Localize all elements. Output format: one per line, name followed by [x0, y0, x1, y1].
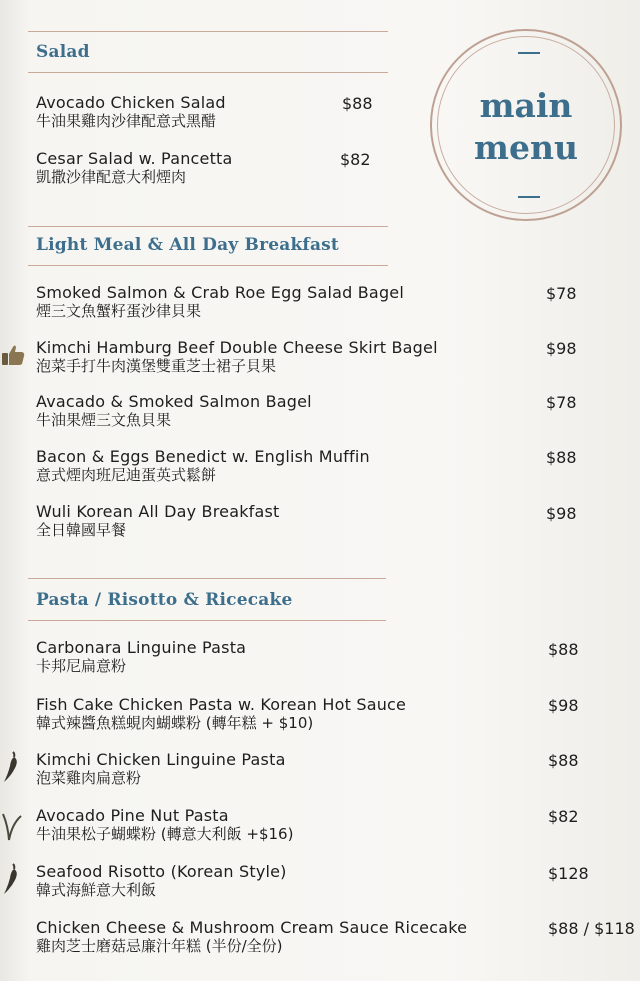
menu-item [36, 918, 467, 956]
item-name-en: Carbonara Linguine Pasta [36, 638, 247, 657]
item-name-zh: 牛油果煙三文魚貝果 [36, 411, 172, 429]
item-name-en: Wuli Korean All Day Breakfast [36, 502, 280, 521]
menu-item [36, 447, 370, 485]
section-title-light-meal: Light Meal & All Day Breakfast [36, 235, 339, 255]
logo-text-menu: menu [474, 128, 578, 167]
item-price: $78 [546, 284, 577, 303]
pasta-top-rule [28, 578, 386, 579]
menu-item [36, 638, 246, 676]
item-name-en: Kimchi Chicken Linguine Pasta [36, 750, 286, 769]
item-name-zh: 牛油果雞肉沙律配意式黑醋 [36, 112, 217, 130]
section-title-salad: Salad [36, 42, 90, 62]
item-price: $78 [546, 393, 577, 412]
menu-item [36, 338, 438, 376]
item-name-zh: 煙三文魚蟹籽蛋沙律貝果 [36, 302, 202, 320]
item-price: $88 [548, 751, 579, 770]
item-name-en: Avocado Pine Nut Pasta [36, 806, 229, 825]
menu-item [36, 149, 233, 187]
menu-item [36, 392, 312, 430]
item-name-en: Cesar Salad w. Pancetta [36, 149, 233, 168]
menu-item [36, 93, 226, 131]
menu-item [36, 283, 404, 321]
pasta-bottom-rule [28, 620, 386, 621]
item-name-en: Smoked Salmon & Crab Roe Egg Salad Bagel [36, 283, 404, 302]
chili-pepper-icon [0, 862, 22, 896]
item-name-zh: 凱撒沙律配意大利煙肉 [36, 168, 187, 186]
item-name-zh: 泡菜手打牛肉漢堡雙重芝士裙子貝果 [36, 357, 277, 375]
item-name-zh: 牛油果松子蝴蝶粉 (轉意大利飯 +$16) [36, 825, 294, 843]
item-name-en: Seafood Risotto (Korean Style) [36, 862, 287, 881]
salad-top-rule [28, 31, 388, 32]
item-name-zh: 泡菜雞肉扁意粉 [36, 769, 142, 787]
item-price: $98 [548, 696, 579, 715]
menu-item [36, 806, 293, 844]
item-name-zh: 全日韓國早餐 [36, 521, 127, 539]
menu-item [36, 502, 280, 540]
item-price: $88 [548, 640, 579, 659]
menu-item [36, 695, 406, 733]
item-price: $128 [548, 864, 589, 883]
main-menu-logo [430, 29, 622, 221]
thumbs-up-icon [0, 343, 26, 367]
item-price: $98 [546, 339, 577, 358]
vegetarian-leaf-icon [0, 810, 24, 844]
item-name-zh: 韓式海鮮意大利飯 [36, 881, 157, 899]
section-title-pasta: Pasta / Risotto & Ricecake [36, 590, 293, 610]
logo-text-main: main [479, 86, 573, 125]
item-name-en: Chicken Cheese & Mushroom Cream Sauce Ricecake [36, 918, 468, 937]
menu-item [36, 862, 287, 900]
item-price: $98 [546, 504, 577, 523]
light-meal-bottom-rule [28, 265, 388, 266]
item-name-zh: 韓式辣醬魚糕蜆肉蝴蝶粉 (轉年糕 + $10) [36, 714, 314, 732]
item-price: $88 [546, 448, 577, 467]
item-name-en: Kimchi Hamburg Beef Double Cheese Skirt Bagel [36, 338, 438, 357]
item-name-en: Avocado Chicken Salad [36, 93, 226, 112]
menu-item [36, 750, 286, 788]
item-name-en: Fish Cake Chicken Pasta w. Korean Hot Sauce [36, 695, 407, 714]
item-name-zh: 卡邦尼扁意粉 [36, 657, 127, 675]
item-name-en: Bacon & Eggs Benedict w. English Muffin [36, 447, 370, 466]
item-price: $82 [548, 807, 579, 826]
item-name-zh: 雞肉芝士磨菇忌廉汁年糕 (半份/全份) [36, 937, 283, 955]
salad-bottom-rule [28, 72, 388, 73]
item-price: $82 [340, 150, 371, 169]
item-name-zh: 意式煙肉班尼迪蛋英式鬆餅 [36, 466, 217, 484]
item-price: $88 / $118 [548, 919, 635, 938]
item-name-en: Avacado & Smoked Salmon Bagel [36, 392, 312, 411]
item-price: $88 [342, 94, 373, 113]
chili-pepper-icon [0, 750, 22, 784]
light-meal-top-rule [28, 226, 388, 227]
